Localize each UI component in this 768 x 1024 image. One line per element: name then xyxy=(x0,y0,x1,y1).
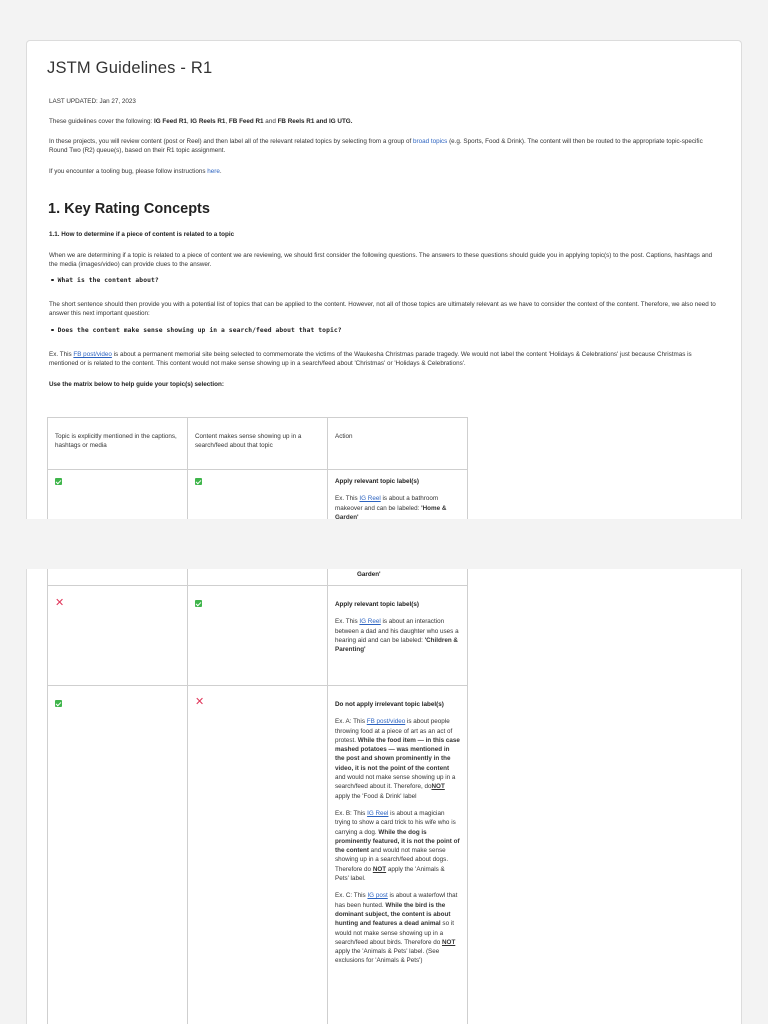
header-explicitly-mentioned: Topic is explicitly mentioned in the captions, hashtags or media xyxy=(55,433,177,450)
check-icon xyxy=(195,600,202,607)
last-updated: LAST UPDATED: Jan 27, 2023 xyxy=(49,98,136,105)
ig-reel-link[interactable]: IG Reel xyxy=(367,809,389,817)
determining-paragraph: When we are determining if a topic is related to a piece of content we are reviewing, we should first consider the following questions. The answers to these questions should guide you in applying topic(s) to the post. Captions, hashtags and the media (images/video) can provide clues to the answer. xyxy=(49,252,713,269)
action-title: Apply relevant topic label(s) xyxy=(335,478,419,485)
action-title: Apply relevant topic label(s) xyxy=(335,601,419,608)
fb-post-video-link[interactable]: FB post/video xyxy=(366,718,406,726)
example-c: Ex. C: This IG post is about a waterfowl that has been hunted. While the bird is the dominant subject, the content is about hunting and features a dead animal so it would not make sense showing up in a search/feed about birds. Therefore do NOT apply the 'Animals & Pets' label. (See exclusions for 'Animals & Pets') xyxy=(335,892,458,965)
topic-matrix-table-continued xyxy=(47,569,468,1024)
document-page-1 xyxy=(26,40,742,519)
example-paragraph: Ex. This FB post/video is about a permanent memorial site being selected to commemorate the victims of the Waukesha Christmas parade tragedy. We would not label the content 'Holidays & Celebrations' just because Christmas is mentioned or is related to the content. This content would not make sense showing up in a search/feed about 'Christmas' or 'Holidays & Celebrations'. xyxy=(49,351,692,368)
table-row xyxy=(48,470,468,520)
check-icon xyxy=(195,478,202,485)
action-title: Do not apply irrelevant topic label(s) xyxy=(335,701,444,708)
section-heading: 1. Key Rating Concepts xyxy=(48,201,210,217)
table-continuation xyxy=(47,569,468,1024)
projects-paragraph: In these projects, you will review content (post or Reel) and then label all of the relevant related topics by selecting from a group of broad topics (e.g. Sports, Food & Drink). The content will then be routed to the appropriate topic-specific Round Two (R2) queue(s), based on their R1 topic assignment. xyxy=(49,138,703,155)
ig-reel-link[interactable]: IG Reel xyxy=(359,495,381,503)
ig-post-link[interactable]: IG post xyxy=(367,892,388,900)
action-example: Ex. This IG Reel is about an interaction between a dad and his daughter who uses a hearing aid and can be labeled: 'Children & Parenting' xyxy=(335,618,459,654)
table-row xyxy=(48,586,468,686)
subsection-heading: 1.1. How to determine if a piece of content is related to a topic xyxy=(49,231,235,238)
topic-matrix-table xyxy=(47,417,468,519)
ig-reel-link[interactable]: IG Reel xyxy=(359,618,381,626)
table-header-row xyxy=(48,418,468,470)
document-page-2 xyxy=(26,569,742,1024)
bullet-dot xyxy=(51,329,54,332)
cross-icon: ✕ xyxy=(55,596,65,609)
check-icon xyxy=(55,478,62,485)
continued-example xyxy=(335,569,460,571)
page-title: JSTM Guidelines - R1 xyxy=(47,59,213,77)
cross-icon: ✕ xyxy=(195,695,205,708)
broad-topics-link[interactable]: broad topics xyxy=(413,138,448,145)
header-action: Action xyxy=(335,433,353,440)
table-row xyxy=(48,686,468,1024)
matrix-intro: Use the matrix below to help guide your topic(s) selection: xyxy=(49,381,224,388)
fb-post-video-link[interactable]: FB post/video xyxy=(73,351,112,358)
here-link[interactable]: here xyxy=(207,168,220,175)
bullet-question-1: What is the content about? xyxy=(51,277,159,284)
short-sentence-paragraph: The short sentence should then provide you with a potential list of topics that can be applied to the content. However, not all of those topics are ultimately relevant as we have to consider the context of the content. Therefore, we also need to answer this next important question: xyxy=(49,301,716,318)
bullet-dot xyxy=(51,279,54,282)
header-makes-sense: Content makes sense showing up in a search/feed about that topic xyxy=(195,433,302,450)
action-example: Ex. This IG Reel is about a bathroom makeover and can be labeled: 'Home & Garden' xyxy=(335,495,447,519)
continued-text: Garden' xyxy=(357,571,381,578)
example-a: Ex. A: This FB post/video is about people throwing food at a piece of art as an act of protest. While the food item — in this case mashed potatoes — was mentioned in the post and shown prominently in the video, it is not the point of the content and would not make sense showing up in a search/feed about it. Therefore, doNOT apply the 'Food & Drink' label xyxy=(335,718,460,800)
tooling-bug-paragraph: If you encounter a tooling bug, please follow instructions here. xyxy=(49,168,222,175)
coverage-paragraph: These guidelines cover the following: IG Feed R1, IG Reels R1, FB Feed R1 and FB Reels R1 and IG UTG. xyxy=(49,118,353,125)
example-b: Ex. B: This IG Reel is about a magician trying to show a card trick to his wife who is carrying a dog. While the dog is prominently featured, it is not the point of the content and would not make sense showing up in a search/feed about dogs. Therefore do NOT apply the 'Animals & Pets' label. xyxy=(335,809,460,883)
bullet-question-2: Does the content make sense showing up in a search/feed about that topic? xyxy=(51,327,342,334)
check-icon xyxy=(55,700,62,707)
table-row xyxy=(48,569,468,586)
